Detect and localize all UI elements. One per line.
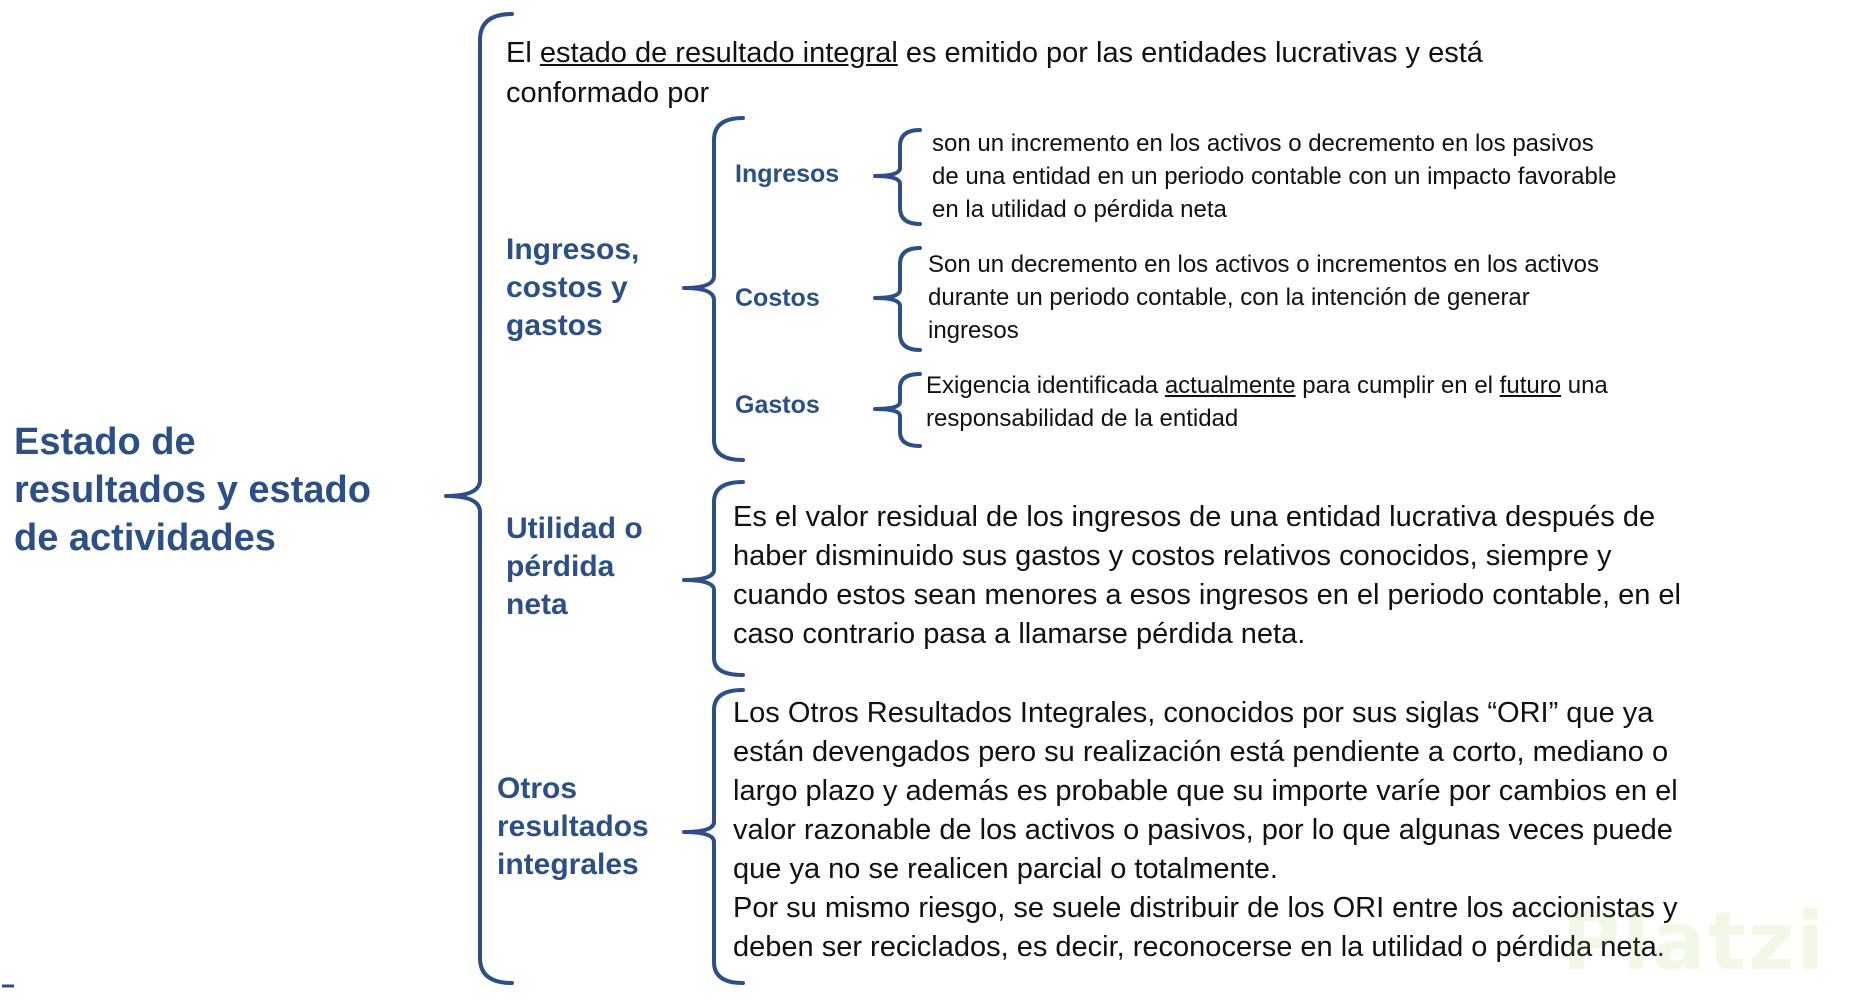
definition-line: son un incremento en los activos o decremento en los pasivos — [932, 130, 1594, 157]
intro-text — [506, 33, 1483, 113]
bracket-gastos — [875, 374, 920, 446]
definition-costos — [928, 248, 1599, 347]
underlined-term: futuro — [1499, 372, 1562, 399]
subitem-label-ingresos: Ingresos — [735, 160, 840, 188]
category-line: neta — [506, 588, 568, 621]
definition-line: que ya no se realicen parcial o totalmente. — [733, 853, 1278, 885]
definition-ingresos — [932, 127, 1617, 226]
definition-line: valor razonable de los activos o pasivos, por lo que algunas veces puede — [733, 814, 1673, 846]
definition-line: Los Otros Resultados Integrales, conocidos por sus siglas “ORI” que ya — [733, 697, 1654, 729]
category-line: resultados — [497, 810, 649, 843]
definition-line: responsabilidad de la entidad — [926, 405, 1239, 432]
definition-line: durante un periodo contable, con la intención de generar — [928, 284, 1530, 311]
definition-line: largo plazo y además es probable que su importe varíe por cambios en el — [733, 775, 1678, 807]
category-utilidad — [506, 510, 643, 624]
definition-line: Es el valor residual de los ingresos de una entidad lucrativa después de — [733, 501, 1656, 533]
category-line: Otros — [497, 772, 578, 805]
underlined-term: actualmente — [1164, 372, 1296, 399]
subitem-label-gastos: Gastos — [735, 391, 820, 419]
definition-line: Son un decremento en los activos o incrementos en los activos — [928, 251, 1600, 278]
definition-utilidad — [733, 498, 1681, 654]
definition-gastos — [926, 369, 1608, 435]
intro-underlined-term: estado de resultado integral — [539, 37, 898, 69]
definition-line: Por su mismo riesgo, se suele distribuir de los ORI entre los accionistas y — [733, 892, 1678, 924]
intro-line-2: conformado por — [506, 77, 710, 109]
root-title — [14, 418, 371, 562]
intro-line-1: El estado de resultado integral es emitido por las entidades lucrativas y está — [506, 37, 1483, 69]
category-line: gastos — [506, 309, 603, 342]
category-line: costos y — [506, 271, 628, 304]
root-title-line: resultados y estado — [14, 469, 371, 511]
category-line: Utilidad o — [506, 512, 643, 545]
bracket-costos — [875, 248, 920, 350]
category-ingresos-costos-gastos — [506, 231, 639, 345]
definition-line: en la utilidad o pérdida neta — [932, 196, 1227, 223]
root-title-line: Estado de — [14, 421, 196, 463]
category-line: Ingresos, — [506, 233, 640, 266]
definition-line: caso contrario pasa a llamarse pérdida neta. — [733, 618, 1306, 650]
platzi-logo: Platzi — [1561, 895, 1826, 988]
subitem-label-costos: Costos — [735, 284, 820, 312]
definition-line: ingresos — [928, 317, 1019, 344]
category-line: pérdida — [506, 550, 615, 583]
category-line: integrales — [497, 848, 639, 881]
bracket-ingresos — [875, 130, 920, 224]
definition-line: cuando estos sean menores a esos ingresos en el periodo contable, en el — [733, 579, 1681, 611]
definition-line: haber disminuido sus gastos y costos relativos conocidos, siempre y — [733, 540, 1612, 572]
definition-line: deben ser reciclados, es decir, reconocerse en la utilidad o pérdida neta. — [733, 931, 1665, 963]
category-ori — [497, 770, 649, 884]
definition-line: de una entidad en un periodo contable con un impacto favorable — [932, 163, 1617, 190]
root-title-line: de actividades — [14, 517, 276, 559]
definition-ori — [733, 694, 1678, 967]
definition-line: Exigencia identificada actualmente para cumplir en el futuro una — [926, 372, 1608, 399]
definition-line: están devengados pero su realización está pendiente a corto, mediano o — [733, 736, 1669, 768]
